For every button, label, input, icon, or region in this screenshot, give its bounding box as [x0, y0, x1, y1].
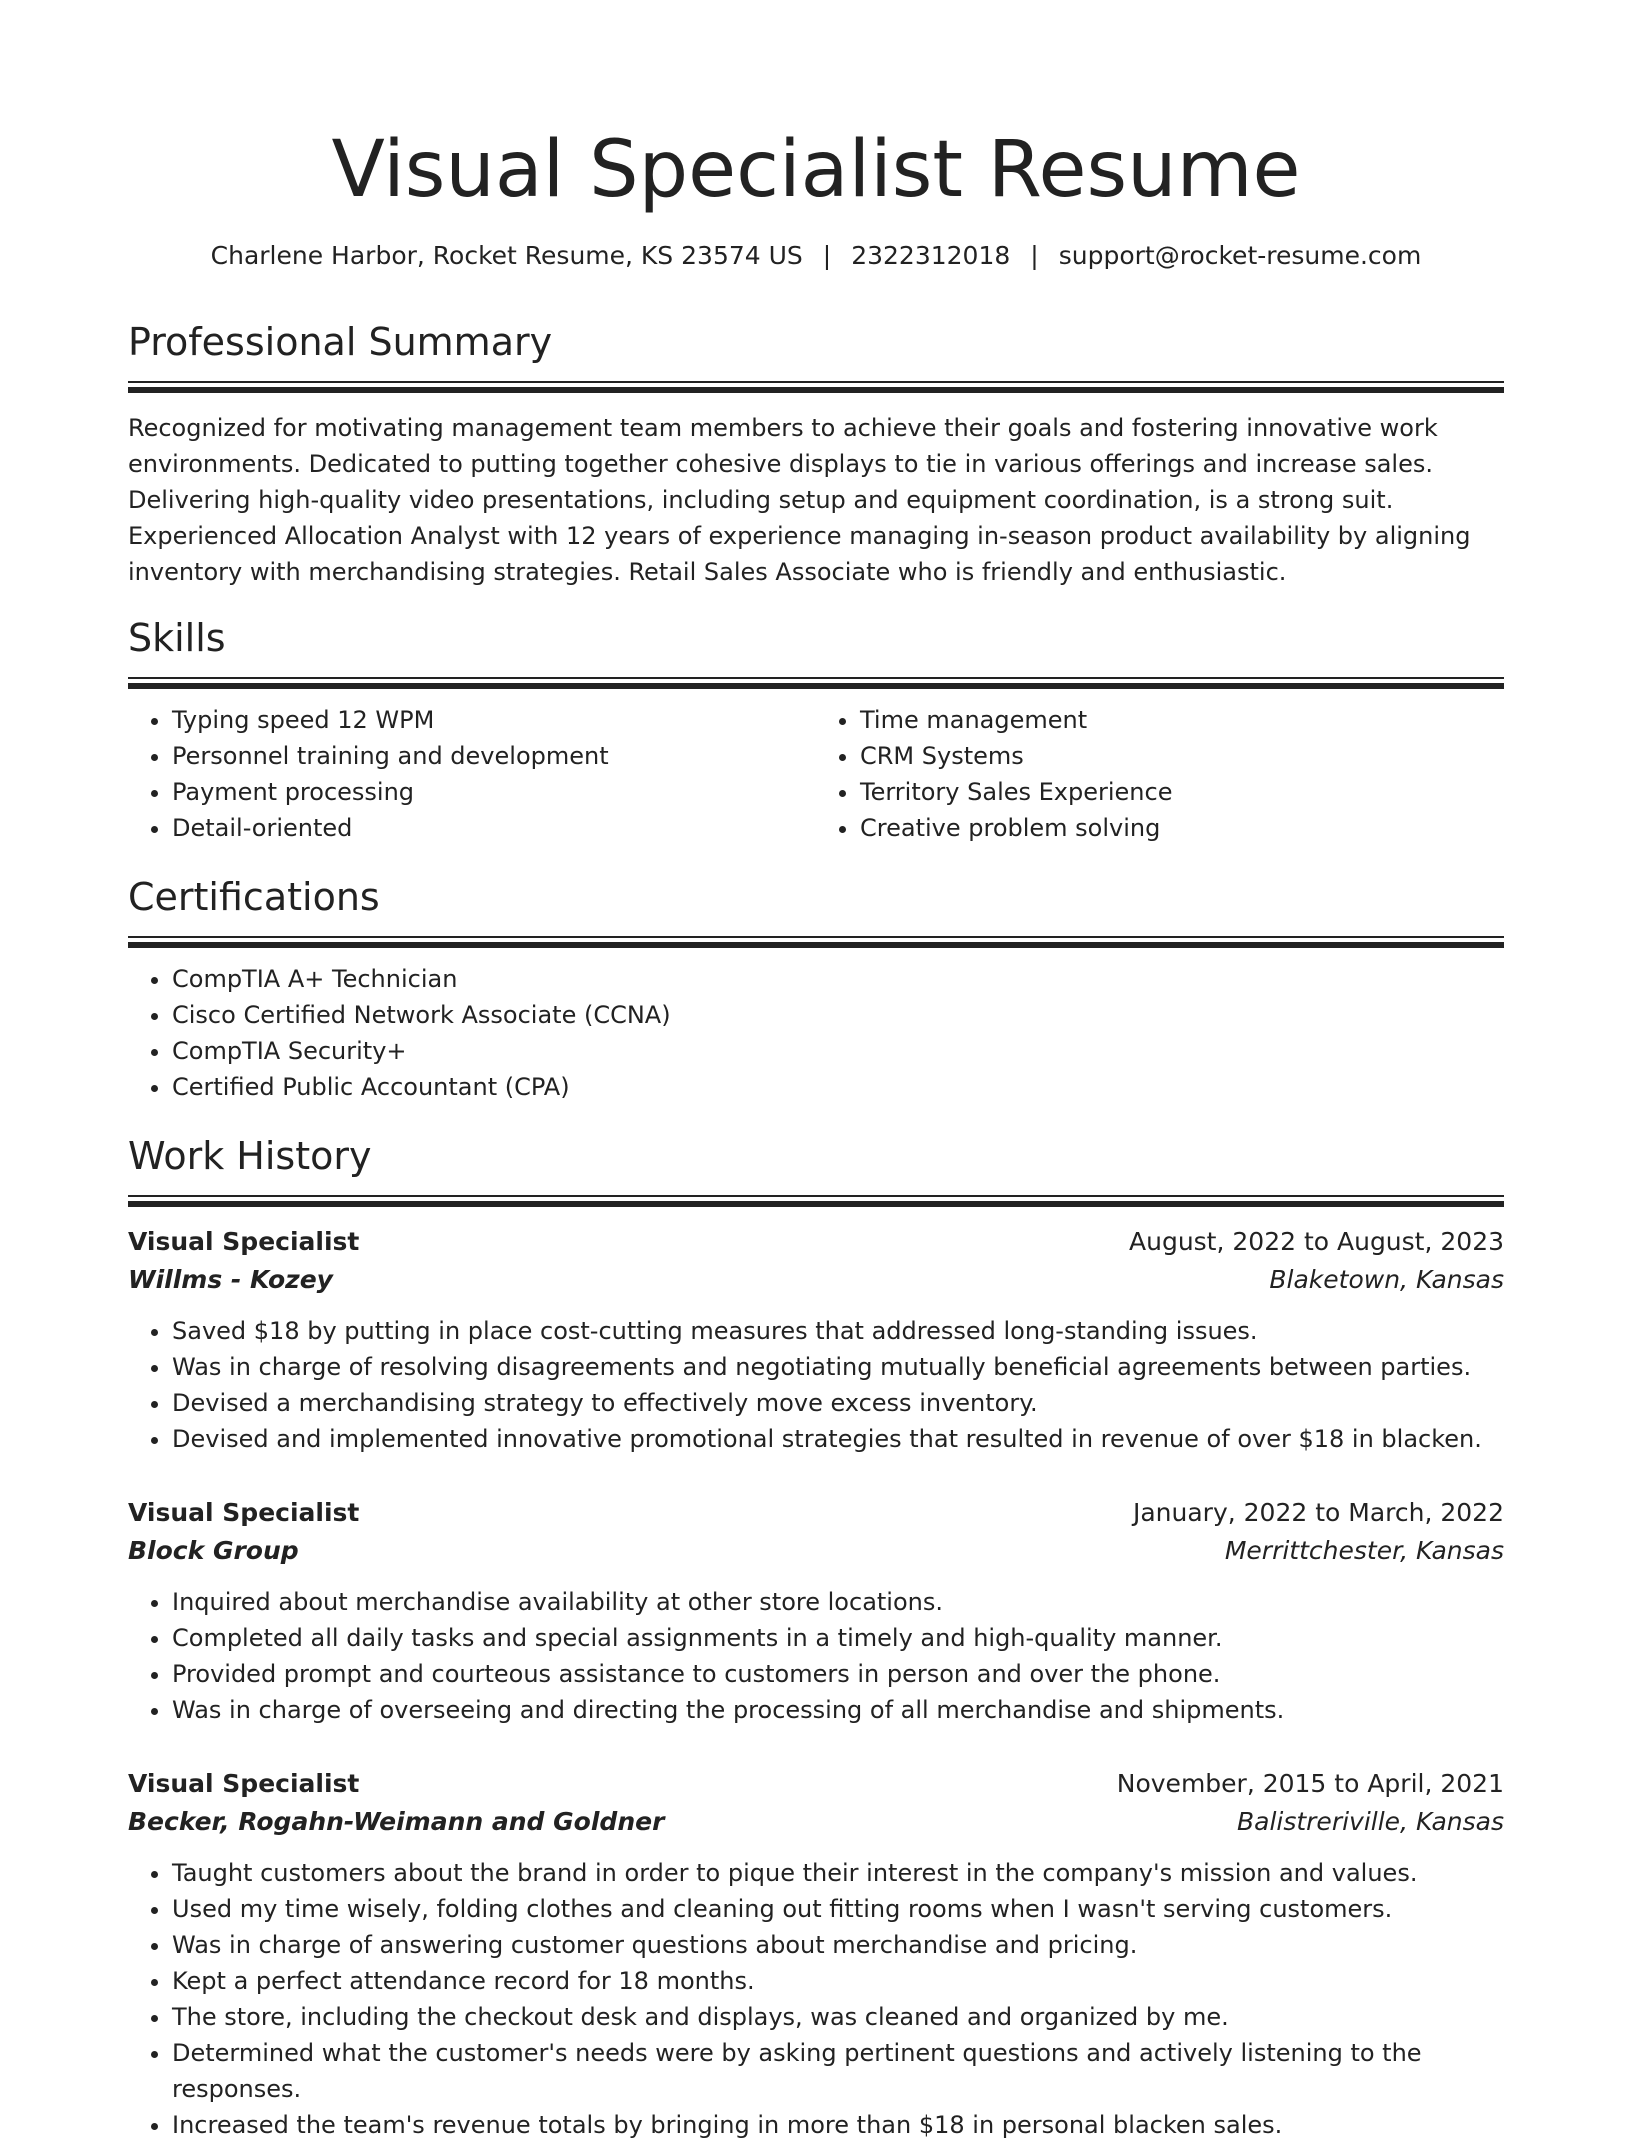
skills-columns	[128, 702, 1504, 846]
skills-list-right	[816, 702, 1504, 846]
job-entry	[128, 1494, 1504, 1728]
job-company: Willms - Kozey	[128, 1265, 333, 1294]
list-item: • Typing speed 12 WPM	[172, 702, 816, 738]
job-entry	[128, 1223, 1504, 1457]
job-title: Visual Specialist	[128, 1498, 360, 1527]
list-item: • Payment processing	[172, 774, 816, 810]
list-item: • Detail-oriented	[172, 810, 816, 846]
list-item: • Territory Sales Experience	[860, 774, 1504, 810]
list-item: • The store, including the checkout desk and displays, was cleaned and organized by me.	[172, 1999, 1504, 2035]
list-item: • CompTIA Security+	[172, 1033, 1504, 1069]
job-subheader-row	[128, 1261, 1504, 1299]
work-history-heading: Work History	[128, 1134, 372, 1178]
summary-text: Recognized for motivating management team members to achieve their goals and fostering innovative work environments. Dedicated to putting together cohesive displays to tie in various offerings and increase sales. Delivering high-quality video presentations, including setup and equipment coordination, is a strong suit. Experienced Allocation Analyst with 12 years of experience managing in-season product availability by aligning inventory with merchandising strategies. Retail Sales Associate who is friendly and enthusiastic.	[128, 414, 1471, 586]
section-divider	[128, 1195, 1504, 1206]
job-company: Becker, Rogahn-Weimann and Goldner	[128, 1807, 665, 1836]
job-entry	[128, 1765, 1504, 2143]
list-item: • CRM Systems	[860, 738, 1504, 774]
job-dates: August, 2022 to August, 2023	[1129, 1227, 1504, 1256]
list-item: • Devised and implemented innovative promotional strategies that resulted in revenue of over $18 in blacken.	[172, 1421, 1504, 1457]
list-item: • Increased the team's revenue totals by bringing in more than $18 in personal blacken sales.	[172, 2107, 1504, 2143]
skills-list-left	[128, 702, 816, 846]
list-item: • Provided prompt and courteous assistance to customers in person and over the phone.	[172, 1656, 1504, 1692]
list-item: • Inquired about merchandise availability at other store locations.	[172, 1584, 1504, 1620]
job-location: Balistreriville, Kansas	[1236, 1807, 1504, 1836]
section-divider	[128, 936, 1504, 947]
contact-email: support@rocket-resume.com	[1058, 241, 1422, 270]
job-subheader-row	[128, 1532, 1504, 1570]
list-item: • CompTIA A+ Technician	[172, 961, 1504, 997]
contact-separator: |	[1030, 241, 1039, 270]
list-item: • Completed all daily tasks and special assignments in a timely and high-quality manner.	[172, 1620, 1504, 1656]
certifications-list	[128, 961, 1504, 1105]
certifications-heading: Certifications	[128, 875, 380, 919]
list-item: • Saved $18 by putting in place cost-cutting measures that addressed long-standing issues.	[172, 1313, 1504, 1349]
job-header-row	[128, 1223, 1504, 1261]
list-item: • Certified Public Accountant (CPA)	[172, 1069, 1504, 1105]
list-item: • Was in charge of overseeing and directing the processing of all merchandise and shipments.	[172, 1692, 1504, 1728]
job-subheader-row	[128, 1803, 1504, 1841]
list-item: • Was in charge of answering customer questions about merchandise and pricing.	[172, 1927, 1504, 1963]
summary-heading: Professional Summary	[128, 320, 553, 364]
job-location: Merrittchester, Kansas	[1224, 1536, 1504, 1565]
certifications-section	[128, 872, 1504, 1105]
list-item: • Cisco Certified Network Associate (CCNA)	[172, 997, 1504, 1033]
job-location: Blaketown, Kansas	[1269, 1265, 1504, 1294]
section-divider	[128, 677, 1504, 688]
list-item: • Time management	[860, 702, 1504, 738]
job-bullets	[128, 1584, 1504, 1728]
job-dates: November, 2015 to April, 2021	[1116, 1769, 1504, 1798]
summary-section	[128, 317, 1504, 590]
job-dates: January, 2022 to March, 2022	[1132, 1498, 1504, 1527]
skills-section	[128, 613, 1504, 846]
job-bullets	[128, 1313, 1504, 1457]
work-history-section	[128, 1131, 1504, 1206]
job-header-row	[128, 1765, 1504, 1803]
list-item: • Taught customers about the brand in order to pique their interest in the company's mission and values.	[172, 1855, 1504, 1891]
list-item: • Personnel training and development	[172, 738, 816, 774]
list-item: • Determined what the customer's needs were by asking pertinent questions and actively listening to the responses.	[172, 2035, 1504, 2107]
contact-address: Charlene Harbor, Rocket Resume, KS 23574 US	[210, 241, 803, 270]
job-header-row	[128, 1494, 1504, 1532]
list-item: • Used my time wisely, folding clothes and cleaning out fitting rooms when I wasn't serving customers.	[172, 1891, 1504, 1927]
section-divider	[128, 381, 1504, 392]
contact-line	[128, 238, 1504, 274]
list-item: • Devised a merchandising strategy to effectively move excess inventory.	[172, 1385, 1504, 1421]
job-title: Visual Specialist	[128, 1227, 360, 1256]
contact-separator: |	[822, 241, 832, 270]
skills-heading: Skills	[128, 616, 226, 660]
list-item: • Creative problem solving	[860, 810, 1504, 846]
job-company: Block Group	[128, 1536, 299, 1565]
job-bullets	[128, 1855, 1504, 2143]
list-item: • Was in charge of resolving disagreements and negotiating mutually beneficial agreements between parties.	[172, 1349, 1504, 1385]
resume-title: Visual Specialist Resume	[331, 125, 1301, 215]
list-item: • Kept a perfect attendance record for 18 months.	[172, 1963, 1504, 1999]
contact-phone: 2322312018	[851, 241, 1011, 270]
job-title: Visual Specialist	[128, 1769, 360, 1798]
